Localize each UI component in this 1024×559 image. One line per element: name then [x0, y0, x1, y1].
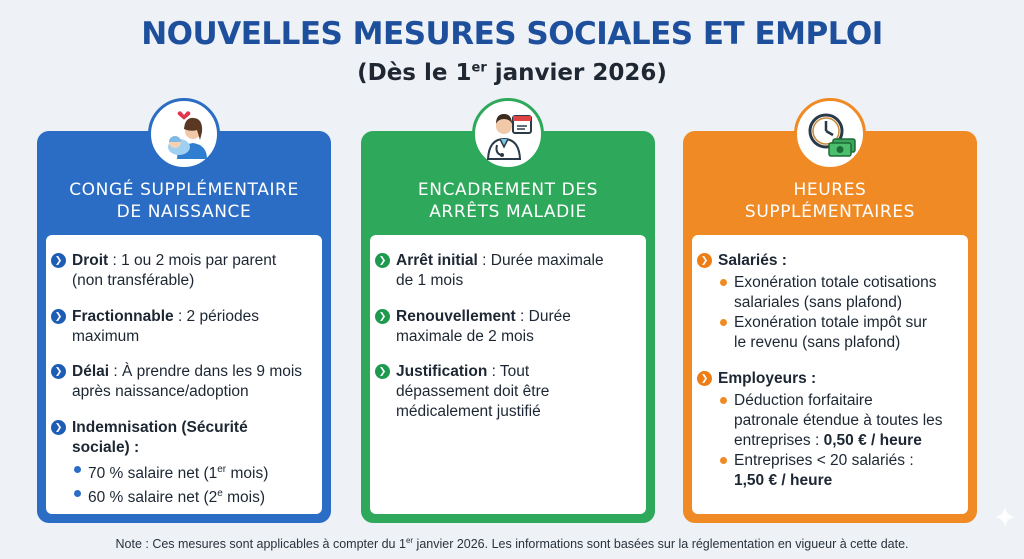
sub-text: Entreprises < 20 salariés :	[734, 452, 914, 469]
rate-value: 1,50 € / heure	[734, 472, 833, 489]
sparkle-icon	[994, 506, 1016, 528]
chevron-right-icon: ❯	[375, 364, 390, 379]
item-label: Employeurs :	[718, 370, 817, 387]
item-text: de 1 mois	[396, 272, 464, 289]
item-text: : 1 ou 2 mois par parent	[108, 252, 277, 269]
card-heures-supplementaires	[683, 131, 977, 523]
sub-text: le revenu (sans plafond)	[734, 334, 901, 351]
card-body	[692, 235, 968, 514]
card-title-line: ENCADREMENT DES	[417, 180, 599, 200]
clock-money-icon	[794, 98, 866, 170]
dot-icon	[720, 279, 727, 286]
list-item	[54, 362, 316, 402]
list-item	[378, 307, 640, 347]
item-label: Salariés :	[718, 252, 787, 269]
subtitle-text: (Dès le 1	[357, 60, 472, 86]
page-title: NOUVELLES MESURES SOCIALES ET EMPLOI	[141, 16, 883, 52]
item-text: (non transférable)	[72, 272, 195, 289]
sub-text: entreprises :	[734, 432, 824, 449]
sub-text: patronale étendue à toutes les	[734, 412, 943, 429]
item-text: : Durée	[515, 308, 571, 325]
card-title	[361, 179, 655, 223]
card-title	[37, 179, 331, 223]
chevron-right-icon: ❯	[51, 253, 66, 268]
sub-text: salariales (sans plafond)	[734, 294, 903, 311]
item-label: Indemnisation (Sécurité	[72, 419, 248, 436]
sub-item	[718, 391, 962, 451]
card-body	[46, 235, 322, 514]
item-label: Justification	[396, 363, 488, 380]
card-title-line: DE NAISSANCE	[116, 202, 252, 222]
card-title-line: ARRÊTS MALADIE	[429, 202, 587, 222]
dot-icon	[74, 490, 81, 497]
item-text: maximum	[72, 328, 140, 345]
rate-value: 0,50 € / heure	[823, 432, 922, 449]
item-text: maximale de 2 mois	[396, 328, 534, 345]
sub-text: Exonération totale cotisations	[734, 274, 937, 291]
item-label: Arrêt initial	[396, 252, 478, 269]
sub-sup: e	[217, 488, 223, 500]
page-subtitle	[0, 60, 1024, 86]
dot-icon	[720, 397, 727, 404]
card-body	[370, 235, 646, 514]
card-title-line: CONGÉ SUPPLÉMENTAIRE	[69, 180, 299, 200]
list-item	[700, 369, 962, 491]
card-arrets-maladie	[361, 131, 655, 523]
dot-icon	[74, 466, 81, 473]
chevron-right-icon: ❯	[51, 364, 66, 379]
sub-item	[72, 460, 316, 484]
sub-text: Exonération totale impôt sur	[734, 314, 927, 331]
card-conge-naissance	[37, 131, 331, 523]
item-text: dépassement doit être	[396, 383, 550, 400]
chevron-right-icon: ❯	[375, 253, 390, 268]
mother-baby-icon	[148, 98, 220, 170]
note-text: Note : Ces mesures sont applicables à compter du 1	[115, 537, 406, 552]
chevron-right-icon: ❯	[51, 420, 66, 435]
dot-icon	[720, 457, 727, 464]
footer-note	[0, 536, 1024, 551]
sub-item	[72, 484, 316, 508]
card-title-line: SUPPLÉMENTAIRES	[744, 202, 916, 222]
chevron-right-icon: ❯	[51, 309, 66, 324]
item-text: : À prendre dans les 9 mois	[109, 363, 303, 380]
sub-text: mois)	[226, 465, 269, 483]
sub-text: 60 % salaire net (2	[88, 489, 218, 507]
item-text: : 2 périodes	[173, 308, 259, 325]
sub-text: mois)	[222, 489, 266, 507]
item-label: Délai	[72, 363, 110, 380]
item-text: médicalement justifié	[396, 403, 541, 420]
chevron-right-icon: ❯	[697, 371, 712, 386]
item-label: Fractionnable	[72, 308, 174, 325]
subtitle-sup: er	[471, 60, 487, 76]
list-item	[700, 251, 962, 353]
list-item	[378, 251, 640, 291]
note-text-end: janvier 2026. Les informations sont basées sur la réglementation en vigueur à cette date.	[413, 537, 909, 552]
dot-icon	[720, 319, 727, 326]
note-sup: er	[405, 536, 414, 545]
list-item	[54, 418, 316, 508]
card-title	[683, 179, 977, 223]
sub-text: 70 % salaire net (1	[88, 465, 218, 483]
item-text: après naissance/adoption	[72, 383, 249, 400]
sub-item	[718, 313, 962, 353]
list-item	[54, 307, 316, 347]
card-title-line: HEURES	[793, 180, 867, 200]
chevron-right-icon: ❯	[375, 309, 390, 324]
sub-item	[718, 451, 962, 491]
list-item	[54, 251, 316, 291]
sub-text: Déduction forfaitaire	[734, 392, 873, 409]
sub-item	[718, 273, 962, 313]
chevron-right-icon: ❯	[697, 253, 712, 268]
list-item	[378, 362, 640, 422]
doctor-calendar-icon	[472, 98, 544, 170]
item-label: Droit	[72, 252, 109, 269]
item-label: sociale) :	[72, 439, 140, 456]
item-text: : Tout	[487, 363, 530, 380]
item-label: Renouvellement	[396, 308, 516, 325]
sub-sup: er	[217, 464, 227, 475]
subtitle-text-end: janvier 2026)	[486, 60, 667, 86]
item-text: : Durée maximale	[477, 252, 604, 269]
